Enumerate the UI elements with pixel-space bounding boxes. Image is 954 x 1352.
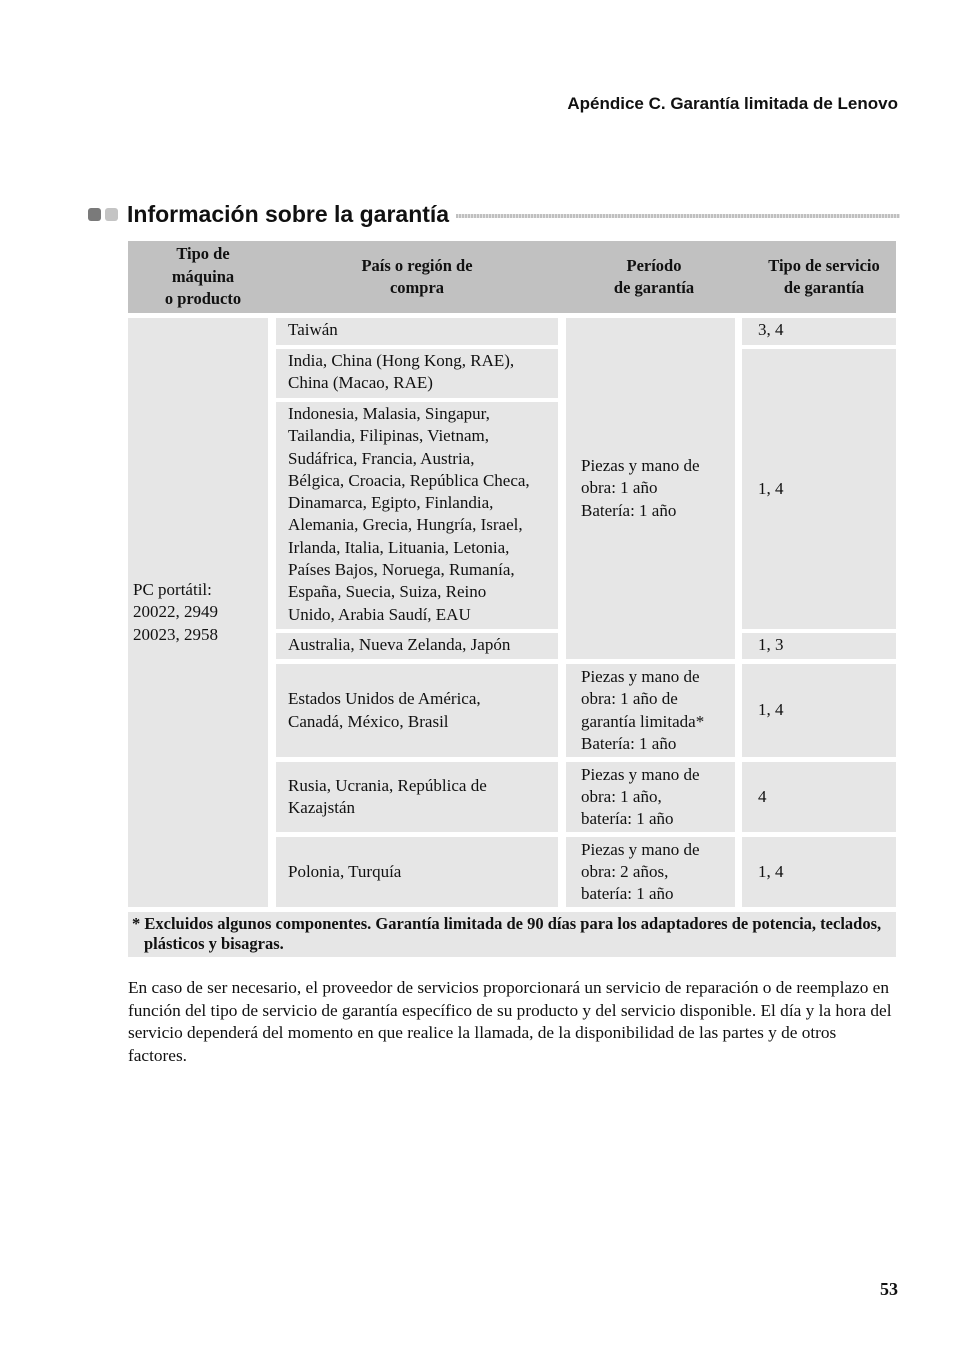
header-machine-type: Tipo de máquina o producto xyxy=(164,244,242,309)
table-row-service: 1, 4 xyxy=(742,837,896,907)
table-row-service: 1, 3 xyxy=(742,633,896,659)
table-row-service: 3, 4 xyxy=(742,318,896,345)
square-bullet-icon xyxy=(88,208,101,221)
shared-period-cell: Piezas y mano de obra: 1 año Batería: 1 año xyxy=(566,318,735,659)
table-row-country: Australia, Nueva Zelanda, Japón xyxy=(276,633,558,659)
table-row-country: Indonesia, Malasia, Singapur, Tailandia, Filipinas, Vietnam, Sudáfrica, Francia, Austria, Bélgica, Croacia, República Checa, Dinamarca, Egipto, Finlandia, Alemania, Grecia, Hungría, Israel, Irlanda, Italia, Lituania, Letonia, Países Bajos, Noruega, Rumanía, España, Suecia, Suiza, Reino Unido, Arabia Saudí, EAU xyxy=(276,402,558,629)
header-service-type: Tipo de servicio de garantía xyxy=(768,255,880,297)
header-period: Período de garantía xyxy=(613,255,695,297)
table-row-country: Taiwán xyxy=(276,318,558,345)
header-country: País o región de compra xyxy=(361,255,473,297)
product-cell: PC portátil: 20022, 2949 20023, 2958 xyxy=(128,318,268,907)
section-heading xyxy=(88,199,900,229)
table-row-period: Piezas y mano de obra: 2 años, batería: 1 año xyxy=(566,837,735,907)
table-footnote: * Excluidos algunos componentes. Garantía limitada de 90 días para los adaptadores de potencia, teclados, plásticos y bisagras. xyxy=(128,912,896,957)
table-row-service: 4 xyxy=(742,762,896,832)
square-bullet-icon xyxy=(105,208,118,221)
running-header: Apéndice C. Garantía limitada de Lenovo xyxy=(567,94,898,113)
shared-service-cell: 1, 4 xyxy=(742,349,896,629)
body-paragraph: En caso de ser necesario, el proveedor de servicios proporcionará un servicio de reparación o de reemplazo en función del tipo de servicio de garantía específico de su producto y del servicio disponible. El día y la hora del servicio dependerá del momento en que realice la llamada, de la disponibilidad de las partes y de otros factores. xyxy=(128,978,892,1065)
table-row-service: 1, 4 xyxy=(742,664,896,757)
table-row-country: Estados Unidos de América, Canadá, México, Brasil xyxy=(276,664,558,757)
table-row-country: Rusia, Ucrania, República de Kazajstán xyxy=(276,762,558,832)
table-row-period: Piezas y mano de obra: 1 año de garantía limitada* Batería: 1 año xyxy=(566,664,735,757)
table-row-period: Piezas y mano de obra: 1 año, batería: 1 año xyxy=(566,762,735,832)
table-row-country: India, China (Hong Kong, RAE), China (Macao, RAE) xyxy=(276,349,558,398)
heading-rule xyxy=(456,214,900,218)
table-row-country: Polonia, Turquía xyxy=(276,837,558,907)
heading-bullets xyxy=(88,208,118,221)
section-title: Información sobre la garantía xyxy=(127,200,450,227)
page-number: 53 xyxy=(880,1279,898,1299)
